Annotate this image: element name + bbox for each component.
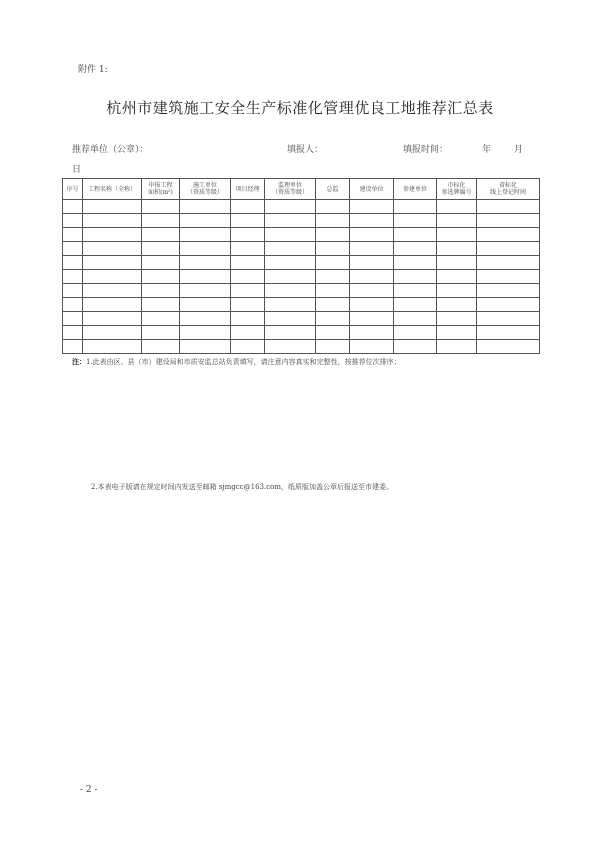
table-cell[interactable] (437, 298, 477, 312)
table-cell[interactable] (394, 312, 437, 326)
table-cell[interactable] (265, 270, 316, 284)
year-label: 年 (482, 145, 492, 155)
table-cell[interactable] (83, 200, 142, 214)
table-cell[interactable] (316, 284, 350, 298)
table-row (63, 242, 540, 256)
table-row (63, 312, 540, 326)
note-2: 2.本表电子版请在规定时间内发送至邮箱 sjmgcc@163.com，纸质版加盖公章后报送至市建委。 (91, 483, 393, 491)
table-row (63, 298, 540, 312)
table-header-line2: 线上登记时间 (489, 189, 526, 196)
table-cell[interactable] (265, 256, 316, 270)
table-cell[interactable] (231, 340, 265, 354)
table-cell[interactable] (477, 214, 540, 228)
table-header-cell (477, 179, 540, 200)
table-cell[interactable] (350, 340, 394, 354)
note-1 (72, 357, 401, 367)
table-cell[interactable] (394, 214, 437, 228)
table-cell[interactable] (142, 340, 180, 354)
table-cell[interactable] (83, 298, 142, 312)
table-cell[interactable] (437, 326, 477, 340)
table-cell[interactable] (142, 256, 180, 270)
table-cell[interactable] (63, 256, 83, 270)
table-header-cell (231, 179, 265, 200)
table-cell[interactable] (394, 242, 437, 256)
table-cell[interactable] (231, 312, 265, 326)
table-cell[interactable] (231, 228, 265, 242)
table-cell[interactable] (142, 284, 180, 298)
table-cell[interactable] (477, 256, 540, 270)
table-cell[interactable] (231, 270, 265, 284)
table-cell[interactable] (477, 340, 540, 354)
note-label: 注： (72, 357, 86, 366)
table-cell[interactable] (180, 312, 231, 326)
table-cell[interactable] (477, 228, 540, 242)
table-cell[interactable] (350, 312, 394, 326)
table-cell[interactable] (437, 270, 477, 284)
table-row (63, 200, 540, 214)
table-cell[interactable] (83, 340, 142, 354)
table-header-line1: 申报工程 (148, 182, 173, 189)
table-header-line2: （资质等级） (186, 189, 223, 196)
table-cell[interactable] (180, 200, 231, 214)
table-cell[interactable] (180, 214, 231, 228)
table-cell[interactable] (231, 298, 265, 312)
table-cell[interactable] (437, 340, 477, 354)
table-cell[interactable] (265, 312, 316, 326)
table-cell[interactable] (142, 312, 180, 326)
table-cell[interactable] (477, 270, 540, 284)
table-cell[interactable] (437, 200, 477, 214)
table-cell[interactable] (231, 284, 265, 298)
table-cell[interactable] (180, 326, 231, 340)
table-row (63, 214, 540, 228)
table-cell[interactable] (477, 298, 540, 312)
table-cell[interactable] (437, 214, 477, 228)
table-cell[interactable] (316, 270, 350, 284)
note-1-text: 1.此表由区、县（市）建设局和市质安监总站负责填写，请注意内容真实和完整性，按推荐位次排序； (86, 358, 401, 366)
table-cell[interactable] (437, 312, 477, 326)
day-label: 日 (72, 165, 82, 175)
table-cell[interactable] (316, 242, 350, 256)
table-cell[interactable] (394, 298, 437, 312)
table-cell[interactable] (477, 242, 540, 256)
table-header-line1: 项目经理 (235, 185, 260, 193)
table-cell[interactable] (477, 200, 540, 214)
table-cell[interactable] (231, 242, 265, 256)
table-cell[interactable] (63, 326, 83, 340)
table-cell[interactable] (394, 284, 437, 298)
table-header-line1: 施工单位 (192, 182, 217, 189)
table-cell[interactable] (316, 298, 350, 312)
table-header-cell (437, 179, 477, 200)
table-cell[interactable] (63, 214, 83, 228)
table-cell[interactable] (394, 270, 437, 284)
table-cell[interactable] (83, 312, 142, 326)
attachment-label: 附件 1: (78, 65, 108, 75)
table-cell[interactable] (180, 270, 231, 284)
table-cell[interactable] (394, 228, 437, 242)
table-cell[interactable] (350, 284, 394, 298)
table-cell[interactable] (394, 200, 437, 214)
table-cell[interactable] (180, 256, 231, 270)
table-cell[interactable] (437, 242, 477, 256)
table-cell[interactable] (437, 256, 477, 270)
table-cell[interactable] (231, 256, 265, 270)
table-cell[interactable] (477, 326, 540, 340)
table-header-line1: 建设单位 (359, 185, 384, 193)
table-cell[interactable] (142, 228, 180, 242)
table-cell[interactable] (350, 242, 394, 256)
date-label: 填报时间： (403, 145, 449, 155)
table-row (63, 228, 540, 242)
table-cell[interactable] (180, 284, 231, 298)
table-cell[interactable] (477, 284, 540, 298)
table-cell[interactable] (83, 228, 142, 242)
table-row (63, 270, 540, 284)
table-cell[interactable] (83, 270, 142, 284)
table-cell[interactable] (437, 284, 477, 298)
table-cell[interactable] (350, 326, 394, 340)
table-cell[interactable] (265, 326, 316, 340)
table-row (63, 326, 540, 340)
table-cell[interactable] (63, 242, 83, 256)
table-cell[interactable] (63, 284, 83, 298)
table-cell[interactable] (83, 284, 142, 298)
table-cell[interactable] (180, 228, 231, 242)
table-cell[interactable] (63, 340, 83, 354)
table-cell[interactable] (83, 256, 142, 270)
table-row (63, 284, 540, 298)
document-title: 杭州市建筑施工安全生产标准化管理优良工地推荐汇总表 (106, 99, 494, 117)
table-cell[interactable] (83, 326, 142, 340)
table-cell[interactable] (265, 340, 316, 354)
table-cell[interactable] (142, 298, 180, 312)
table-cell[interactable] (142, 270, 180, 284)
table-cell[interactable] (394, 340, 437, 354)
table-header-row (63, 179, 540, 200)
table-cell[interactable] (180, 242, 231, 256)
table-cell[interactable] (350, 200, 394, 214)
table-cell[interactable] (83, 214, 142, 228)
table-cell[interactable] (316, 326, 350, 340)
table-row (63, 256, 540, 270)
table-cell[interactable] (265, 228, 316, 242)
table-cell[interactable] (231, 214, 265, 228)
table-cell[interactable] (265, 242, 316, 256)
table-header-line1: 参建单位 (402, 185, 427, 193)
table-header-cell (394, 179, 437, 200)
table-cell[interactable] (316, 256, 350, 270)
table-cell[interactable] (265, 214, 316, 228)
table-cell[interactable] (180, 340, 231, 354)
table-cell[interactable] (63, 200, 83, 214)
table-cell[interactable] (142, 326, 180, 340)
recommending-unit-label: 推荐单位（公章）： (72, 145, 149, 155)
table-header-line1: 工程名称（全称） (87, 185, 136, 193)
table-cell[interactable] (63, 270, 83, 284)
table-cell[interactable] (231, 200, 265, 214)
table-cell[interactable] (350, 270, 394, 284)
table-cell[interactable] (350, 228, 394, 242)
table-cell[interactable] (394, 256, 437, 270)
table-cell[interactable] (265, 284, 316, 298)
table-header-line1: 市标化 (447, 182, 466, 189)
table-header-cell (180, 179, 231, 200)
table-header-line2: （资质等级） (271, 189, 308, 196)
table-cell[interactable] (265, 200, 316, 214)
table-cell[interactable] (350, 214, 394, 228)
table-header-cell (142, 179, 180, 200)
table-header-line1: 序号 (66, 185, 79, 193)
table-header-line1: 总监 (326, 185, 339, 193)
month-label: 月 (514, 145, 524, 155)
table-header-line1: 监理单位 (277, 182, 302, 189)
table-cell[interactable] (180, 298, 231, 312)
table-cell[interactable] (142, 200, 180, 214)
table-cell[interactable] (142, 242, 180, 256)
table-cell[interactable] (142, 214, 180, 228)
table-cell[interactable] (63, 298, 83, 312)
summary-table (62, 178, 540, 354)
table-cell[interactable] (394, 326, 437, 340)
table-header-cell (63, 179, 83, 200)
table-cell[interactable] (316, 312, 350, 326)
table-cell[interactable] (316, 200, 350, 214)
table-body (63, 200, 540, 354)
page-number: - 2 - (80, 785, 98, 795)
table-cell[interactable] (63, 228, 83, 242)
table-header-cell (316, 179, 350, 200)
table-cell[interactable] (350, 298, 394, 312)
table-header-cell (350, 179, 394, 200)
table-row (63, 340, 540, 354)
table-cell[interactable] (350, 256, 394, 270)
table-cell[interactable] (231, 326, 265, 340)
table-header-line2: 面积(m²) (148, 189, 173, 196)
table-cell[interactable] (83, 242, 142, 256)
table-cell[interactable] (316, 214, 350, 228)
table-header-line1: 省标化 (498, 182, 517, 189)
table-cell[interactable] (63, 312, 83, 326)
table-cell[interactable] (437, 228, 477, 242)
table-header-cell (83, 179, 142, 200)
table-cell[interactable] (316, 228, 350, 242)
filler-label: 填报人： (287, 145, 324, 155)
table-cell[interactable] (265, 298, 316, 312)
table-cell[interactable] (316, 340, 350, 354)
table-header-line2: 参选牌编号 (441, 189, 472, 196)
table-cell[interactable] (477, 312, 540, 326)
table-header-cell (265, 179, 316, 200)
